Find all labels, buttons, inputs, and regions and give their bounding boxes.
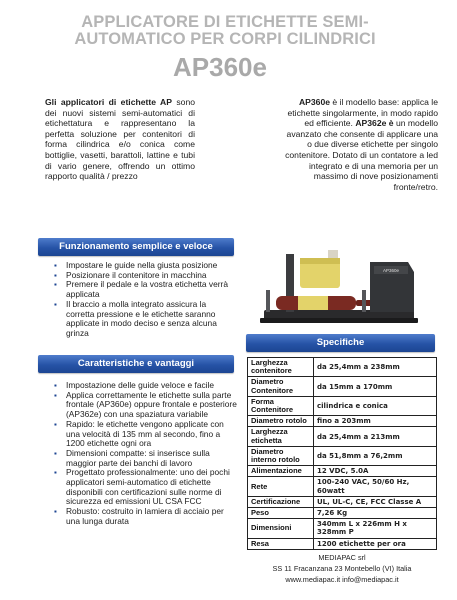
spec-value: da 25,4mm a 213mm [314, 427, 437, 446]
spec-key: Diametro interno rotolo [248, 446, 314, 465]
spec-value: da 51,8mm a 76,2mm [314, 446, 437, 465]
list-item: ▪ Posizionare il contenitore in macchina [52, 271, 232, 281]
spec-value: 100-240 VAC, 50/60 Hz, 60watt [314, 477, 437, 496]
list-item: ▪ Impostazione delle guide veloce e facile [52, 381, 237, 391]
product-photo [258, 250, 420, 328]
spec-value: 7,26 Kg [314, 508, 437, 519]
table-row [248, 466, 437, 477]
list-item: ▪ Progettato professionalmente: uno dei pochi applicatori semi-automatico di etichette disponibili con certificazioni sulle norme di sicurezza ed emissioni UL CSA FCC [52, 468, 237, 507]
page-title: APPLICATORE DI ETICHETTE SEMI-AUTOMATICO PER CORPI CILINDRICI [74, 13, 376, 48]
bottle-label [298, 296, 328, 310]
spec-value: da 25,4mm a 238mm [314, 358, 437, 377]
footer-address: SS 11 Fracanzana 23 Montebello (VI) Italia [272, 564, 412, 573]
funzionamento-list [52, 261, 232, 339]
table-row [248, 377, 437, 396]
table-row [248, 508, 437, 519]
spec-key: Larghezza etichetta [248, 427, 314, 446]
model-title: AP360e [173, 52, 267, 82]
table-row [248, 416, 437, 427]
table-row [248, 477, 437, 496]
section-header-funzionamento: Funzionamento semplice e veloce [38, 238, 234, 256]
table-row [248, 427, 437, 446]
spec-key: Dimensioni [248, 519, 314, 538]
machine-foot [260, 318, 418, 323]
spec-key: Resa [248, 538, 314, 549]
footer-contacts: www.mediapac.it info@mediapac.it [285, 575, 399, 584]
intro-right-text-2: un modello avanzato che consente di applicare una o due diverse etichette per singolo contenitore. Dotato di un contatore a led integrato e di una memoria per un massimo di nove posizionamenti fronte/retro. [285, 118, 438, 192]
spec-key: Diametro Contenitore [248, 377, 314, 396]
guide-right [362, 290, 366, 312]
spec-value: 1200 etichette per ora [314, 538, 437, 549]
housing-logo: AP360e [382, 268, 400, 273]
intro-left-paragraph [45, 97, 195, 182]
table-row [248, 496, 437, 507]
spec-key: Forma Contenitore [248, 396, 314, 415]
list-item: ▪ Applica correttamente le etichette sulla parte frontale (AP360e) oppure frontale e posteriore (AP362e) con una spaziatura variabile [52, 391, 237, 420]
table-row [248, 538, 437, 549]
list-item: ▪ Il braccio a molla integrato assicura la corretta pressione e le etichette saranno applicate in modo deciso e senza alcuna grinza [52, 300, 232, 339]
spec-value: UL, UL-C, CE, FCC Classe A [314, 496, 437, 507]
list-item: ▪ Dimensioni compatte: si inserisce sulla maggior parte dei banchi di lavoro [52, 449, 237, 468]
intro-right-bold-2: AP362e è [355, 118, 394, 129]
label-roll-shade [300, 258, 340, 264]
spec-key: Larghezza contenitore [248, 358, 314, 377]
spec-key: Peso [248, 508, 314, 519]
intro-right-text-1: è il modello base: applica le etichette singolarmente, in modo rapido ed efficiente. [287, 97, 438, 129]
spec-key: Rete [248, 477, 314, 496]
list-item: ▪ Premere il pedale e la vostra etichetta verrà applicata [52, 280, 232, 299]
intro-left-bold: Gli applicatori di etichette AP [45, 97, 172, 107]
caratteristiche-list [52, 381, 237, 527]
table-row [248, 358, 437, 377]
table-row [248, 446, 437, 465]
list-item: ▪ Robusto: costruito in lamiera di acciaio per una lunga durata [52, 507, 237, 526]
spec-value: cilindrica e conica [314, 396, 437, 415]
guide-left [266, 290, 270, 312]
table-row [248, 396, 437, 415]
section-header-caratteristiche: Caratteristiche e vantaggi [38, 355, 234, 373]
list-item: ▪ Impostare le guide nella giusta posizione [52, 261, 232, 271]
list-item: ▪ Rapido: le etichette vengono applicate con una velocità di 135 mm al secondo, fino a 1200 etichette ogni ora [52, 420, 237, 449]
spec-key: Diametro rotolo [248, 416, 314, 427]
table-row [248, 519, 437, 538]
spec-value: 340mm L x 226mm H x 328mm P [314, 519, 437, 538]
spec-key: Alimentazione [248, 466, 314, 477]
spec-value: fino a 203mm [314, 416, 437, 427]
intro-left-text: sono dei nuovi sistemi semi-automatici di etichettatura e rappresentano la perfetta soluzione per contenitori di forma cilindrica e/o conica come bottiglie, vasetti, barattoli, lattine e tubi di vario genere, offrendo un ottimo rapporto qualità / prezzo [45, 97, 196, 182]
intro-right-paragraph [283, 97, 438, 192]
spec-value: 12 VDC, 5.0A [314, 466, 437, 477]
specs-table [247, 357, 437, 550]
section-header-specifiche: Specifiche [246, 334, 435, 352]
footer [247, 552, 437, 585]
spec-key: Certificazione [248, 496, 314, 507]
footer-company: MEDIAPAC srl [318, 553, 366, 562]
intro-right-bold-1: AP360e [298, 97, 331, 107]
spec-value: da 15mm a 170mm [314, 377, 437, 396]
